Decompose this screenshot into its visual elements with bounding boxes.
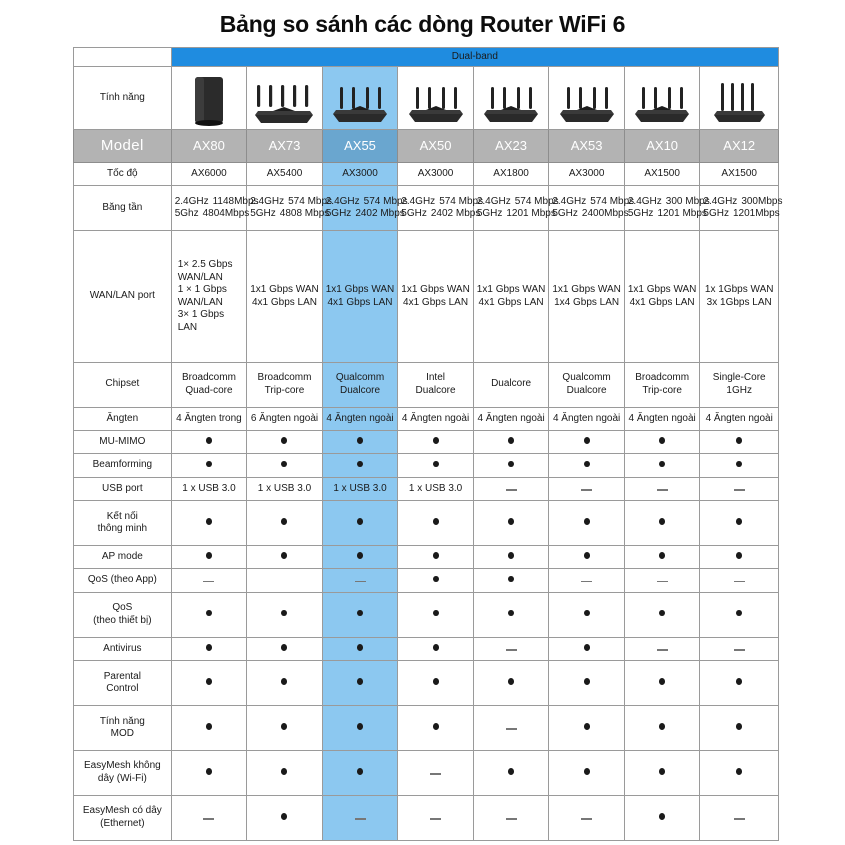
cell-ax73 bbox=[247, 546, 323, 569]
cell-ax73 bbox=[247, 501, 323, 546]
supported-dot-icon bbox=[659, 678, 665, 685]
supported-dot-icon bbox=[508, 678, 514, 685]
model-name-ax55: AX55 bbox=[322, 130, 398, 163]
cell-ax10: 4 Ăngten ngoài bbox=[624, 407, 700, 430]
not-supported-dash-icon bbox=[506, 818, 517, 820]
row-label: QoS (theo App) bbox=[74, 569, 172, 592]
feature-column-header: Tính năng bbox=[74, 67, 172, 130]
band-header-spacer bbox=[74, 48, 172, 67]
row-label: AP mode bbox=[74, 546, 172, 569]
cell-ax12: 1x 1Gbps WAN 3x 1Gbps LAN bbox=[700, 231, 779, 362]
supported-dot-icon bbox=[357, 461, 363, 468]
table-row bbox=[74, 163, 779, 186]
model-name-ax12: AX12 bbox=[700, 130, 779, 163]
cell-ax23: 4 Ăngten ngoài bbox=[473, 407, 549, 430]
supported-dot-icon bbox=[584, 461, 590, 468]
cell-ax53 bbox=[549, 431, 625, 454]
router-4-antenna-icon bbox=[323, 69, 398, 127]
supported-dot-icon bbox=[659, 768, 665, 775]
cell-ax23 bbox=[473, 501, 549, 546]
supported-dot-icon bbox=[584, 678, 590, 685]
table-row bbox=[74, 477, 779, 500]
supported-dot-icon bbox=[659, 461, 665, 468]
cell-ax50 bbox=[398, 431, 474, 454]
row-label: Ăngten bbox=[74, 407, 172, 430]
supported-dot-icon bbox=[281, 723, 287, 730]
cell-ax73 bbox=[247, 637, 323, 660]
supported-dot-icon bbox=[281, 552, 287, 559]
cell-ax80: 2.4GHz 1148Mbps 5Ghz 4804Mbps bbox=[171, 186, 247, 231]
cell-ax12 bbox=[700, 546, 779, 569]
supported-dot-icon bbox=[659, 518, 665, 525]
cell-ax80 bbox=[171, 569, 247, 592]
supported-dot-icon bbox=[508, 610, 514, 617]
supported-dot-icon bbox=[584, 552, 590, 559]
cell-ax73: 2.4GHz 574 Mbps 5GHz 4808 Mbps bbox=[247, 186, 323, 231]
cell-ax55 bbox=[322, 454, 398, 477]
cell-ax80 bbox=[171, 751, 247, 796]
table-row bbox=[74, 501, 779, 546]
supported-dot-icon bbox=[206, 437, 212, 444]
cell-ax73 bbox=[247, 431, 323, 454]
cell-ax53 bbox=[549, 454, 625, 477]
not-supported-dash-icon bbox=[657, 649, 668, 651]
table-row bbox=[74, 706, 779, 751]
supported-dot-icon bbox=[281, 813, 287, 820]
cell-ax10 bbox=[624, 454, 700, 477]
cell-ax80 bbox=[171, 661, 247, 706]
cell-ax23: Dualcore bbox=[473, 362, 549, 407]
row-label: Kết nối thông minh bbox=[74, 501, 172, 546]
cell-ax80 bbox=[171, 431, 247, 454]
cell-ax10: AX1500 bbox=[624, 163, 700, 186]
supported-dot-icon bbox=[206, 723, 212, 730]
supported-dot-icon bbox=[281, 518, 287, 525]
supported-dot-icon bbox=[736, 518, 742, 525]
table-row bbox=[74, 637, 779, 660]
cell-ax12: 2.4GHz 300Mbps 5GHz 1201Mbps bbox=[700, 186, 779, 231]
supported-dot-icon bbox=[281, 678, 287, 685]
cell-ax12 bbox=[700, 751, 779, 796]
cell-ax73: 6 Ăngten ngoài bbox=[247, 407, 323, 430]
cell-ax53: 1x1 Gbps WAN 1x4 Gbps LAN bbox=[549, 231, 625, 362]
supported-dot-icon bbox=[659, 437, 665, 444]
table-row bbox=[74, 231, 779, 362]
router-image-cell-ax55 bbox=[322, 67, 398, 130]
cell-ax73 bbox=[247, 706, 323, 751]
not-supported-dash-icon bbox=[506, 489, 517, 491]
cell-ax50: 1x1 Gbps WAN 4x1 Gbps LAN bbox=[398, 231, 474, 362]
cell-ax53 bbox=[549, 546, 625, 569]
cell-ax53: 2.4GHz 574 Mbps 5GHz 2400Mbps bbox=[549, 186, 625, 231]
cell-ax53 bbox=[549, 569, 625, 592]
cell-ax73: 1 x USB 3.0 bbox=[247, 477, 323, 500]
row-label: Băng tần bbox=[74, 186, 172, 231]
supported-dot-icon bbox=[281, 461, 287, 468]
not-supported-dash-icon bbox=[430, 818, 441, 820]
router-image-cell-ax23 bbox=[473, 67, 549, 130]
cell-ax23: AX1800 bbox=[473, 163, 549, 186]
table-row bbox=[74, 592, 779, 637]
cell-ax50 bbox=[398, 592, 474, 637]
router-image-cell-ax12 bbox=[700, 67, 779, 130]
cell-ax12: AX1500 bbox=[700, 163, 779, 186]
cell-ax23: 2.4GHz 574 Mbps 5GHz 1201 Mbps bbox=[473, 186, 549, 231]
table-row bbox=[74, 546, 779, 569]
table-row bbox=[74, 661, 779, 706]
cell-ax12 bbox=[700, 661, 779, 706]
cell-ax55 bbox=[322, 546, 398, 569]
model-name-ax80: AX80 bbox=[171, 130, 247, 163]
supported-dot-icon bbox=[281, 610, 287, 617]
model-row bbox=[74, 130, 779, 163]
cell-ax55: 2.4GHz 574 Mbps 5GHz 2402 Mbps bbox=[322, 186, 398, 231]
supported-dot-icon bbox=[281, 437, 287, 444]
cell-ax23 bbox=[473, 592, 549, 637]
cell-ax12 bbox=[700, 637, 779, 660]
supported-dot-icon bbox=[659, 813, 665, 820]
row-label: Beamforming bbox=[74, 454, 172, 477]
cell-ax73 bbox=[247, 795, 323, 840]
row-label: Antivirus bbox=[74, 637, 172, 660]
router-image-cell-ax80 bbox=[171, 67, 247, 130]
router-6-antenna-icon bbox=[247, 69, 322, 127]
row-label: Tốc độ bbox=[74, 163, 172, 186]
supported-dot-icon bbox=[206, 644, 212, 651]
table-row bbox=[74, 407, 779, 430]
cell-ax10 bbox=[624, 501, 700, 546]
supported-dot-icon bbox=[433, 437, 439, 444]
cell-ax80 bbox=[171, 454, 247, 477]
band-header-row bbox=[74, 48, 779, 67]
supported-dot-icon bbox=[584, 768, 590, 775]
cell-ax73: Broadcomm Trip-core bbox=[247, 362, 323, 407]
router-image-cell-ax10 bbox=[624, 67, 700, 130]
cell-ax80: 4 Ăngten trong bbox=[171, 407, 247, 430]
supported-dot-icon bbox=[659, 723, 665, 730]
row-label: Parental Control bbox=[74, 661, 172, 706]
supported-dot-icon bbox=[433, 723, 439, 730]
model-name-ax53: AX53 bbox=[549, 130, 625, 163]
cell-ax50 bbox=[398, 569, 474, 592]
cell-ax50 bbox=[398, 795, 474, 840]
cell-ax80: 1 x USB 3.0 bbox=[171, 477, 247, 500]
cell-ax53 bbox=[549, 706, 625, 751]
cell-ax50 bbox=[398, 637, 474, 660]
not-supported-dash-icon bbox=[734, 489, 745, 491]
cell-ax55 bbox=[322, 661, 398, 706]
cell-ax53 bbox=[549, 661, 625, 706]
supported-dot-icon bbox=[736, 552, 742, 559]
router-4-antenna-icon bbox=[549, 69, 624, 127]
cell-ax73: AX5400 bbox=[247, 163, 323, 186]
cell-ax10 bbox=[624, 546, 700, 569]
supported-dot-icon bbox=[433, 576, 439, 583]
supported-dot-icon bbox=[206, 610, 212, 617]
supported-dot-icon bbox=[206, 552, 212, 559]
cell-ax50: 1 x USB 3.0 bbox=[398, 477, 474, 500]
cell-ax23 bbox=[473, 637, 549, 660]
product-image-row bbox=[74, 67, 779, 130]
supported-dot-icon bbox=[357, 768, 363, 775]
cell-ax23 bbox=[473, 431, 549, 454]
supported-dot-icon bbox=[357, 678, 363, 685]
row-label: EasyMesh có dây (Ethernet) bbox=[74, 795, 172, 840]
cell-ax23 bbox=[473, 477, 549, 500]
supported-dot-icon bbox=[433, 461, 439, 468]
not-supported-dash-icon bbox=[581, 818, 592, 820]
cell-ax50 bbox=[398, 751, 474, 796]
cell-ax10 bbox=[624, 637, 700, 660]
cell-ax10 bbox=[624, 592, 700, 637]
cell-ax50: 2.4GHz 574 Mbps 5GHz 2402 Mbps bbox=[398, 186, 474, 231]
cell-ax10 bbox=[624, 477, 700, 500]
cell-ax73 bbox=[247, 569, 323, 592]
cell-ax53 bbox=[549, 751, 625, 796]
not-supported-dash-icon bbox=[203, 581, 214, 583]
cell-ax23 bbox=[473, 706, 549, 751]
cell-ax12 bbox=[700, 477, 779, 500]
supported-dot-icon bbox=[736, 437, 742, 444]
not-supported-dash-icon bbox=[506, 649, 517, 651]
row-label: MU-MIMO bbox=[74, 431, 172, 454]
page-title: Bảng so sánh các dòng Router WiFi 6 bbox=[219, 11, 626, 37]
cell-ax80: Broadcomm Quad-core bbox=[171, 362, 247, 407]
supported-dot-icon bbox=[433, 552, 439, 559]
cell-ax50 bbox=[398, 454, 474, 477]
supported-dot-icon bbox=[206, 461, 212, 468]
supported-dot-icon bbox=[736, 461, 742, 468]
table-row bbox=[74, 751, 779, 796]
cell-ax55 bbox=[322, 592, 398, 637]
cell-ax23 bbox=[473, 569, 549, 592]
supported-dot-icon bbox=[584, 723, 590, 730]
cell-ax10: 1x1 Gbps WAN 4x1 Gbps LAN bbox=[624, 231, 700, 362]
cell-ax55 bbox=[322, 751, 398, 796]
row-label: USB port bbox=[74, 477, 172, 500]
cell-ax80 bbox=[171, 592, 247, 637]
not-supported-dash-icon bbox=[734, 818, 745, 820]
cell-ax53 bbox=[549, 477, 625, 500]
supported-dot-icon bbox=[508, 576, 514, 583]
supported-dot-icon bbox=[508, 461, 514, 468]
not-supported-dash-icon bbox=[581, 489, 592, 491]
router-4-antenna-icon bbox=[398, 69, 473, 127]
model-name-ax10: AX10 bbox=[624, 130, 700, 163]
supported-dot-icon bbox=[508, 768, 514, 775]
row-label: EasyMesh không dây (Wi-Fi) bbox=[74, 751, 172, 796]
cell-ax12 bbox=[700, 795, 779, 840]
cell-ax55 bbox=[322, 706, 398, 751]
supported-dot-icon bbox=[659, 610, 665, 617]
cell-ax53 bbox=[549, 501, 625, 546]
supported-dot-icon bbox=[206, 518, 212, 525]
cell-ax80 bbox=[171, 501, 247, 546]
empty-cell-marker bbox=[284, 581, 285, 582]
not-supported-dash-icon bbox=[506, 728, 517, 730]
cell-ax50 bbox=[398, 661, 474, 706]
supported-dot-icon bbox=[357, 437, 363, 444]
not-supported-dash-icon bbox=[355, 818, 366, 820]
table-row bbox=[74, 795, 779, 840]
not-supported-dash-icon bbox=[657, 489, 668, 491]
table-row bbox=[74, 186, 779, 231]
router-tower-icon bbox=[172, 69, 247, 127]
supported-dot-icon bbox=[433, 678, 439, 685]
router-image-cell-ax53 bbox=[549, 67, 625, 130]
cell-ax55 bbox=[322, 569, 398, 592]
cell-ax12 bbox=[700, 431, 779, 454]
cell-ax73: 1x1 Gbps WAN 4x1 Gbps LAN bbox=[247, 231, 323, 362]
not-supported-dash-icon bbox=[657, 581, 668, 583]
supported-dot-icon bbox=[433, 518, 439, 525]
router-image-cell-ax73 bbox=[247, 67, 323, 130]
cell-ax80: AX6000 bbox=[171, 163, 247, 186]
cell-ax12: Single-Core 1GHz bbox=[700, 362, 779, 407]
cell-ax23 bbox=[473, 454, 549, 477]
router-4-antenna-icon bbox=[625, 69, 700, 127]
supported-dot-icon bbox=[584, 610, 590, 617]
cell-ax50: 4 Ăngten ngoài bbox=[398, 407, 474, 430]
cell-ax53 bbox=[549, 592, 625, 637]
supported-dot-icon bbox=[357, 552, 363, 559]
model-name-ax73: AX73 bbox=[247, 130, 323, 163]
cell-ax10 bbox=[624, 795, 700, 840]
supported-dot-icon bbox=[736, 768, 742, 775]
cell-ax10: 2.4GHz 300 Mbps 5GHz 1201 Mbps bbox=[624, 186, 700, 231]
cell-ax55: 1x1 Gbps WAN 4x1 Gbps LAN bbox=[322, 231, 398, 362]
cell-ax12 bbox=[700, 501, 779, 546]
table-row bbox=[74, 569, 779, 592]
router-image-cell-ax50 bbox=[398, 67, 474, 130]
cell-ax80 bbox=[171, 795, 247, 840]
cell-ax23 bbox=[473, 751, 549, 796]
not-supported-dash-icon bbox=[355, 581, 366, 583]
cell-ax73 bbox=[247, 592, 323, 637]
not-supported-dash-icon bbox=[430, 773, 441, 775]
supported-dot-icon bbox=[357, 644, 363, 651]
cell-ax10 bbox=[624, 706, 700, 751]
cell-ax10 bbox=[624, 751, 700, 796]
cell-ax10 bbox=[624, 431, 700, 454]
cell-ax10: Broadcomm Trip-core bbox=[624, 362, 700, 407]
not-supported-dash-icon bbox=[734, 649, 745, 651]
cell-ax53: AX3000 bbox=[549, 163, 625, 186]
row-label: Chipset bbox=[74, 362, 172, 407]
cell-ax55: Qualcomm Dualcore bbox=[322, 362, 398, 407]
cell-ax12 bbox=[700, 592, 779, 637]
cell-ax53 bbox=[549, 637, 625, 660]
cell-ax80: 1× 2.5 Gbps WAN/LAN 1 × 1 Gbps WAN/LAN 3× 1 Gbps LAN bbox=[171, 231, 247, 362]
supported-dot-icon bbox=[584, 437, 590, 444]
cell-ax12 bbox=[700, 454, 779, 477]
supported-dot-icon bbox=[736, 678, 742, 685]
cell-ax50 bbox=[398, 546, 474, 569]
cell-ax80 bbox=[171, 546, 247, 569]
cell-ax80 bbox=[171, 706, 247, 751]
supported-dot-icon bbox=[508, 552, 514, 559]
supported-dot-icon bbox=[584, 518, 590, 525]
cell-ax23 bbox=[473, 661, 549, 706]
cell-ax55 bbox=[322, 431, 398, 454]
router-4-antenna-icon bbox=[474, 69, 549, 127]
cell-ax73 bbox=[247, 661, 323, 706]
model-name-ax23: AX23 bbox=[473, 130, 549, 163]
not-supported-dash-icon bbox=[734, 581, 745, 583]
cell-ax80 bbox=[171, 637, 247, 660]
cell-ax12 bbox=[700, 706, 779, 751]
cell-ax50 bbox=[398, 501, 474, 546]
not-supported-dash-icon bbox=[581, 581, 592, 583]
supported-dot-icon bbox=[433, 644, 439, 651]
cell-ax12: 4 Ăngten ngoài bbox=[700, 407, 779, 430]
router-4-antenna-tall-icon bbox=[700, 69, 778, 127]
cell-ax55: 1 x USB 3.0 bbox=[322, 477, 398, 500]
model-name-ax50: AX50 bbox=[398, 130, 474, 163]
supported-dot-icon bbox=[206, 768, 212, 775]
cell-ax55 bbox=[322, 795, 398, 840]
supported-dot-icon bbox=[281, 644, 287, 651]
supported-dot-icon bbox=[206, 678, 212, 685]
supported-dot-icon bbox=[659, 552, 665, 559]
supported-dot-icon bbox=[433, 610, 439, 617]
cell-ax12 bbox=[700, 569, 779, 592]
row-label: WAN/LAN port bbox=[74, 231, 172, 362]
row-label: Tính năng MOD bbox=[74, 706, 172, 751]
comparison-table-container bbox=[73, 47, 783, 841]
cell-ax23 bbox=[473, 795, 549, 840]
supported-dot-icon bbox=[584, 644, 590, 651]
supported-dot-icon bbox=[357, 518, 363, 525]
cell-ax50: Intel Dualcore bbox=[398, 362, 474, 407]
supported-dot-icon bbox=[508, 437, 514, 444]
router-comparison-table bbox=[73, 47, 783, 841]
model-row-label: Model bbox=[74, 130, 172, 163]
cell-ax55: AX3000 bbox=[322, 163, 398, 186]
supported-dot-icon bbox=[736, 610, 742, 617]
cell-ax73 bbox=[247, 751, 323, 796]
cell-ax55 bbox=[322, 501, 398, 546]
supported-dot-icon bbox=[357, 723, 363, 730]
supported-dot-icon bbox=[281, 768, 287, 775]
cell-ax73 bbox=[247, 454, 323, 477]
not-supported-dash-icon bbox=[203, 818, 214, 820]
supported-dot-icon bbox=[508, 518, 514, 525]
cell-ax53: 4 Ăngten ngoài bbox=[549, 407, 625, 430]
cell-ax10 bbox=[624, 569, 700, 592]
row-label: QoS (theo thiết bị) bbox=[74, 592, 172, 637]
supported-dot-icon bbox=[357, 610, 363, 617]
cell-ax53 bbox=[549, 795, 625, 840]
cell-ax50: AX3000 bbox=[398, 163, 474, 186]
supported-dot-icon bbox=[736, 723, 742, 730]
cell-ax53: Qualcomm Dualcore bbox=[549, 362, 625, 407]
cell-ax23 bbox=[473, 546, 549, 569]
table-row bbox=[74, 431, 779, 454]
table-row bbox=[74, 362, 779, 407]
cell-ax10 bbox=[624, 661, 700, 706]
table-row bbox=[74, 454, 779, 477]
cell-ax55 bbox=[322, 637, 398, 660]
cell-ax55: 4 Ăngten ngoài bbox=[322, 407, 398, 430]
cell-ax50 bbox=[398, 706, 474, 751]
dual-band-header: Dual-band bbox=[171, 48, 778, 67]
cell-ax23: 1x1 Gbps WAN 4x1 Gbps LAN bbox=[473, 231, 549, 362]
